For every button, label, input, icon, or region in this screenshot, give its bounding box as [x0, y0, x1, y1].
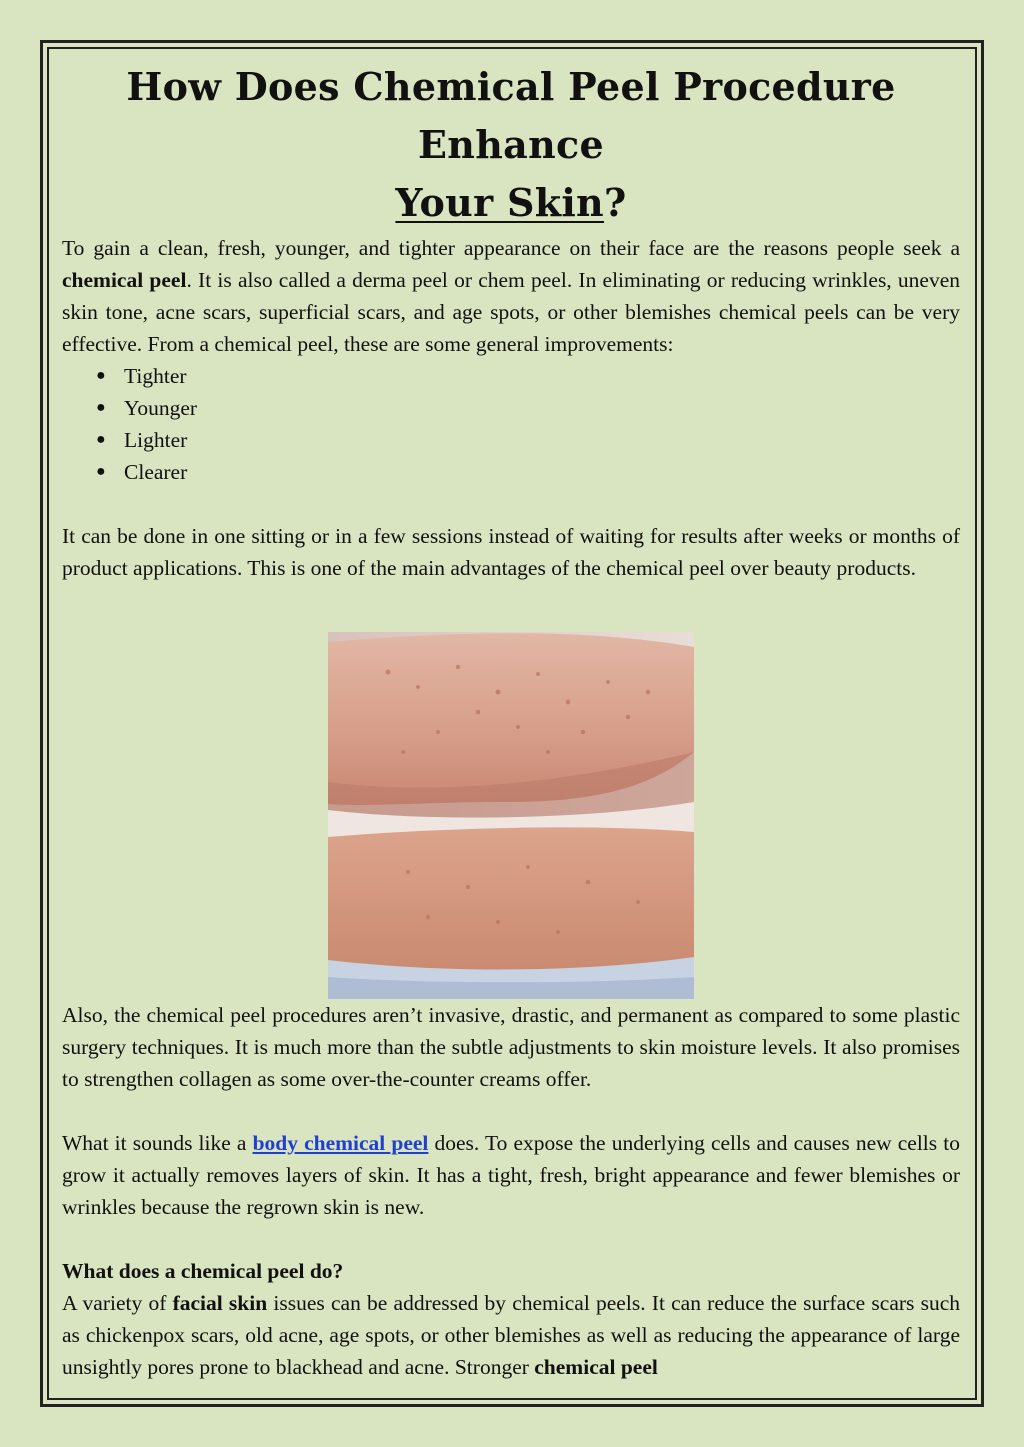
- title-part3: ?: [604, 180, 627, 225]
- section-heading-text: What does a chemical peel do?: [62, 1259, 344, 1283]
- paragraph-what-it-does: [62, 1287, 960, 1383]
- list-item-label: Clearer: [124, 460, 188, 484]
- intro-text-2: . It is also called a derma peel or chem peel. In eliminating or reducing wrinkles, uneven skin tone, acne scars, superficial scars, and age spots, or other blemishes chemical peels can be very effective. From a chemical peel, these are some general improvements:: [62, 268, 960, 356]
- intro-bold-chemical-peel: chemical peel: [62, 268, 187, 292]
- para5-text-1: A variety of: [62, 1291, 173, 1315]
- intro-text-1: To gain a clean, fresh, younger, and tighter appearance on their face are the reasons people seek a: [62, 236, 960, 260]
- list-item-label: Tighter: [124, 364, 187, 388]
- paragraph-non-invasive: Also, the chemical peel procedures aren’t invasive, drastic, and permanent as compared to some plastic surgery techniques. It is much more than the subtle adjustments to skin moisture levels. It also promises to strengthen collagen as some over-the-counter creams offer.: [62, 1003, 960, 1091]
- list-item: [96, 360, 960, 392]
- arm-photo-illustration: [328, 632, 694, 999]
- improvements-list: [62, 360, 960, 488]
- paragraph-sessions: It can be done in one sitting or in a few sessions instead of waiting for results after weeks or months of product applications. This is one of the main advantages of the chemical peel over beauty products.: [62, 524, 960, 580]
- page-title: [62, 58, 960, 232]
- para5-bold-facial-skin: facial skin: [172, 1291, 268, 1315]
- bullet-icon: ●: [96, 431, 106, 448]
- spacer: [62, 1095, 960, 1127]
- document-body: [62, 58, 960, 1383]
- spacer: [62, 488, 960, 520]
- list-item: [96, 392, 960, 424]
- title-part2: Your Skin: [395, 180, 604, 225]
- title-part1: How Does Chemical Peel Procedure Enhance: [126, 64, 896, 167]
- bullet-icon: ●: [96, 367, 106, 384]
- para5-bold-chemical-peel: chemical peel: [534, 1355, 658, 1379]
- skin-arm-photo: [328, 632, 694, 999]
- list-item-label: Younger: [124, 396, 198, 420]
- para4-text-2: does. To expose the underlying cells and causes new cells to grow it actually removes layers of skin. It has a tight, fresh, bright appearance and fewer blemishes or wrinkles because the regrown skin is new.: [62, 1131, 960, 1219]
- para5-text-2: issues can be addressed by chemical peels. It can reduce the surface scars such as chickenpox scars, old acne, age spots, or other blemishes as well as reducing the appearance of large unsightly pores prone to blackhead and acne. Stronger: [62, 1291, 961, 1379]
- spacer: [62, 1223, 960, 1255]
- intro-paragraph: [62, 232, 960, 360]
- list-item: [96, 456, 960, 488]
- body-chemical-peel-link[interactable]: body chemical peel: [252, 1131, 429, 1155]
- para4-text-1: What it sounds like a: [62, 1131, 253, 1155]
- bullet-icon: ●: [96, 399, 106, 416]
- section-heading: [62, 1255, 960, 1287]
- paragraph-body-peel: [62, 1127, 960, 1223]
- list-item-label: Lighter: [124, 428, 188, 452]
- list-item: [96, 424, 960, 456]
- bullet-icon: ●: [96, 463, 106, 480]
